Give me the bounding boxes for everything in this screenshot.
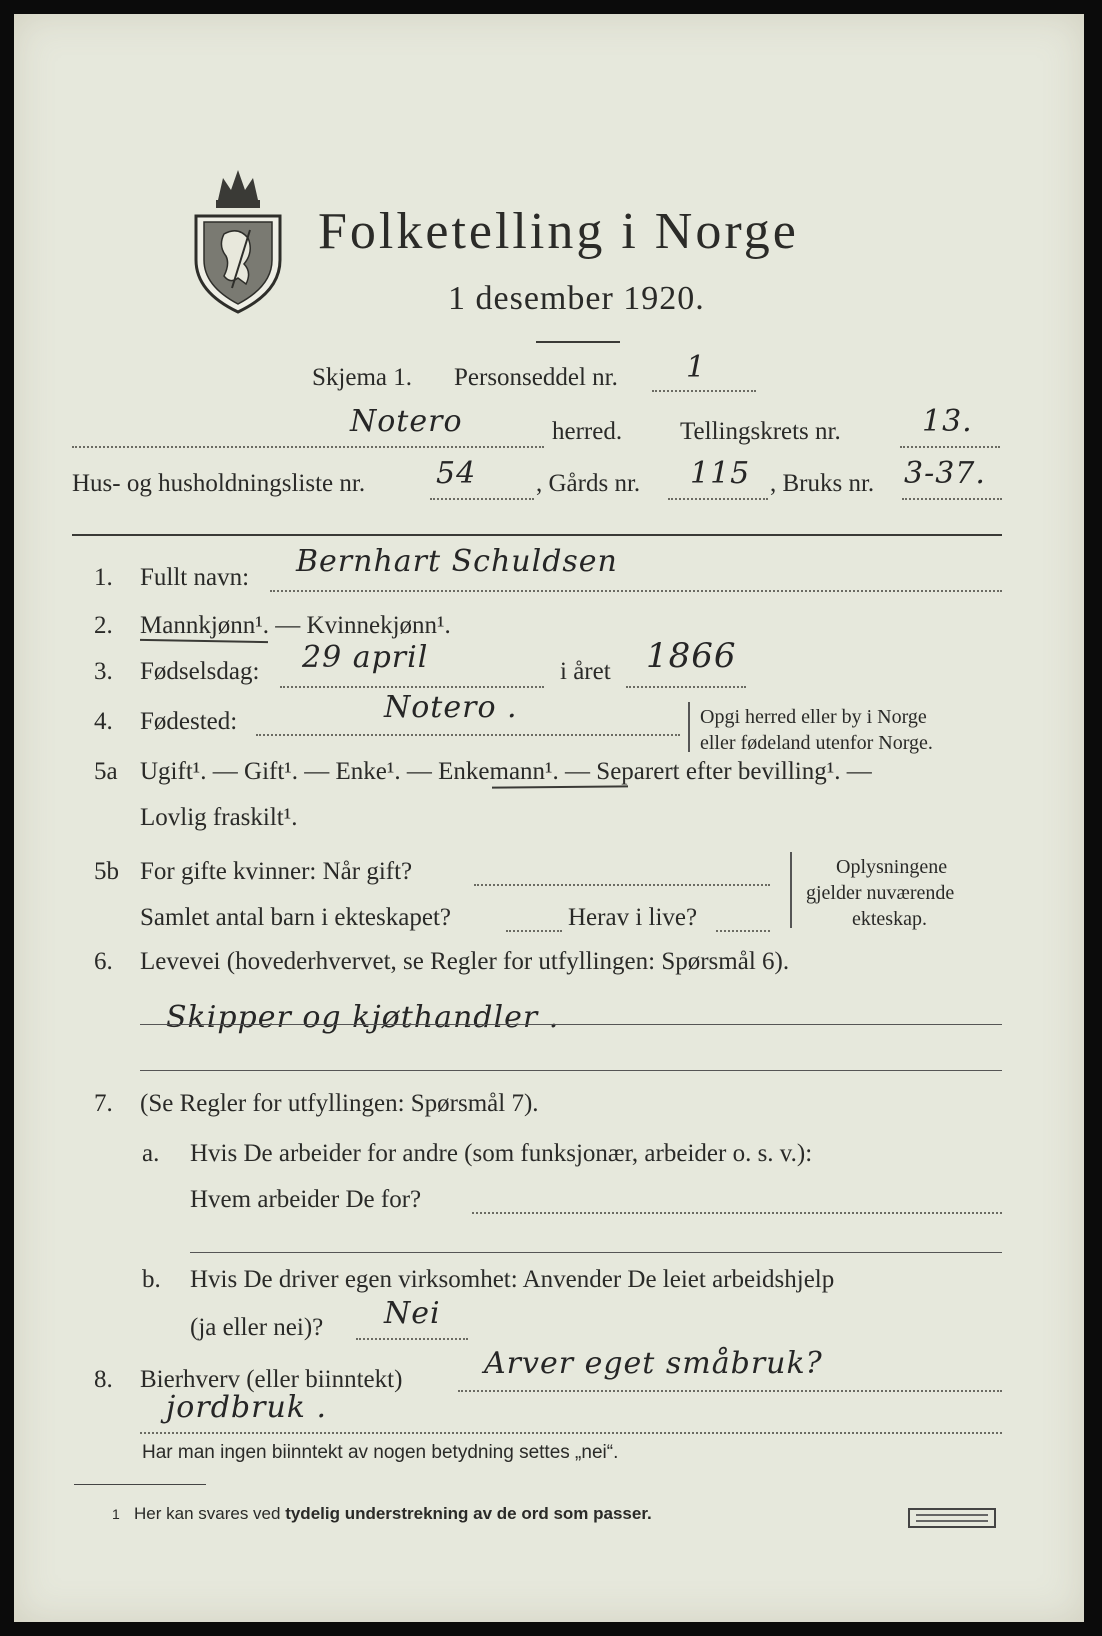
tellingskrets-label: Tellingskrets nr. — [680, 418, 841, 445]
q1-number: 1. — [94, 564, 113, 591]
personseddel-field-line — [652, 390, 756, 392]
q5b-note-line2: gjelder nuværende — [806, 882, 955, 904]
q5b-line1: For gifte kvinner: Når gift? — [140, 858, 413, 885]
herred-value[interactable]: Notero — [350, 404, 463, 439]
section-divider — [72, 534, 1002, 536]
side-income-field-line-2 — [140, 1432, 1002, 1434]
q7a-line2: Hvem arbeider De for? — [190, 1186, 422, 1213]
employer-line-2 — [190, 1252, 1002, 1253]
q7a-letter: a. — [142, 1140, 160, 1167]
q1-label: Fullt navn: — [140, 564, 250, 591]
children-field-line — [506, 930, 562, 932]
hired-help-field-line — [356, 1338, 468, 1340]
tellingskrets-field-line — [900, 446, 1000, 448]
footnote-mark: 1 — [112, 1506, 120, 1522]
birthplace-value[interactable]: Notero . — [384, 690, 518, 725]
q7a-line1: Hvis De arbeider for andre (som funksjonær, arbeider o. s. v.): — [190, 1140, 813, 1167]
birthday-value[interactable]: 29 april — [302, 640, 429, 675]
q5b-number: 5b — [94, 858, 119, 885]
side-income-value-2[interactable]: jordbruk . — [166, 1390, 328, 1425]
q5b-alive-label: Herav i live? — [568, 904, 698, 931]
footnote-text-regular: Her kan svares ved — [134, 1504, 281, 1523]
gender-options: Mannkjønn¹. — Kvinnekjønn¹. — [140, 612, 451, 639]
alive-field-line — [716, 930, 770, 932]
gards-value[interactable]: 115 — [690, 456, 751, 491]
occupation-line — [140, 1024, 1002, 1025]
year-label: i året — [560, 658, 611, 685]
married-when-field-line — [474, 884, 770, 886]
q4-label: Fødested: — [140, 708, 238, 735]
bruks-field-line — [902, 498, 1002, 500]
hired-help-value[interactable]: Nei — [384, 1296, 441, 1331]
bruks-value[interactable]: 3-37. — [904, 456, 986, 491]
q3-label: Fødselsdag: — [140, 658, 260, 685]
q7-label: (Se Regler for utfyllingen: Spørsmål 7). — [140, 1090, 539, 1117]
printer-stamp-icon — [908, 1508, 996, 1528]
herred-label: herred. — [552, 418, 623, 445]
footnote-text — [134, 1504, 652, 1524]
marital-status-options-2: Lovlig fraskilt¹. — [140, 804, 298, 831]
q8-number: 8. — [94, 1366, 113, 1393]
marital-status-options: Ugift¹. — Gift¹. — Enke¹. — Enkemann¹. — Separert efter bevilling¹. — — [140, 758, 872, 785]
q4-note-line1: Opgi herred eller by i Norge — [700, 706, 927, 728]
q5b-note-line3: ekteskap. — [852, 908, 927, 930]
norwegian-coat-of-arms-icon — [188, 160, 288, 316]
q4-note-bracket — [688, 702, 690, 752]
q6-number: 6. — [94, 948, 113, 975]
hus-label: Hus- og husholdningsliste nr. — [72, 470, 366, 497]
year-field-line — [626, 686, 746, 688]
q5b-note-line1: Oplysningene — [836, 856, 948, 878]
occupation-value[interactable]: Skipper og kjøthandler . — [166, 1000, 560, 1035]
q7b-letter: b. — [142, 1266, 161, 1293]
employer-field-line — [472, 1212, 1002, 1214]
q2-number: 2. — [94, 612, 113, 639]
q8-label: Bierhverv (eller biinntekt) — [140, 1366, 403, 1393]
skjema-label: Skjema 1. — [312, 364, 412, 391]
hus-value[interactable]: 54 — [436, 456, 477, 491]
q3-number: 3. — [94, 658, 113, 685]
q1-field-line — [270, 590, 1002, 592]
footnote-divider — [74, 1484, 206, 1485]
q4-note-line2: eller fødeland utenfor Norge. — [700, 732, 933, 754]
birth-year-value[interactable]: 1866 — [646, 636, 737, 676]
q6-label: Levevei (hovederhvervet, se Regler for utfyllingen: Spørsmål 6). — [140, 948, 790, 975]
q5b-children-label: Samlet antal barn i ekteskapet? — [140, 904, 451, 931]
q4-field-line — [256, 734, 680, 736]
occupation-line-2 — [140, 1070, 1002, 1071]
personseddel-value[interactable]: 1 — [686, 350, 707, 385]
footnote-text-bold: tydelig understrekning av de ord som passer. — [285, 1504, 652, 1523]
gards-label: , Gårds nr. — [536, 470, 641, 497]
bruks-label: , Bruks nr. — [770, 470, 875, 497]
q7b-line1: Hvis De driver egen virksomhet: Anvender De leiet arbeidshjelp — [190, 1266, 835, 1293]
personseddel-label: Personseddel nr. — [454, 364, 618, 391]
q7b-line2: (ja eller nei)? — [190, 1314, 324, 1341]
hus-field-line — [430, 498, 534, 500]
tellingskrets-value[interactable]: 13. — [922, 404, 973, 439]
q3-field-line — [280, 686, 544, 688]
side-income-value[interactable]: Arver eget småbruk? — [484, 1346, 823, 1381]
q7-number: 7. — [94, 1090, 113, 1117]
gards-field-line — [668, 498, 768, 500]
q8-note: Har man ingen biinntekt av nogen betydning settes „nei“. — [142, 1442, 619, 1463]
side-income-field-line — [458, 1390, 1002, 1392]
herred-field-line — [72, 446, 544, 448]
q5b-note-bracket — [790, 852, 792, 928]
q5a-number: 5a — [94, 758, 118, 785]
form-title: Folketelling i Norge — [318, 203, 799, 260]
census-date: 1 desember 1920. — [448, 280, 705, 317]
q4-number: 4. — [94, 708, 113, 735]
title-divider — [536, 341, 620, 343]
full-name-value[interactable]: Bernhart Schuldsen — [296, 544, 618, 579]
